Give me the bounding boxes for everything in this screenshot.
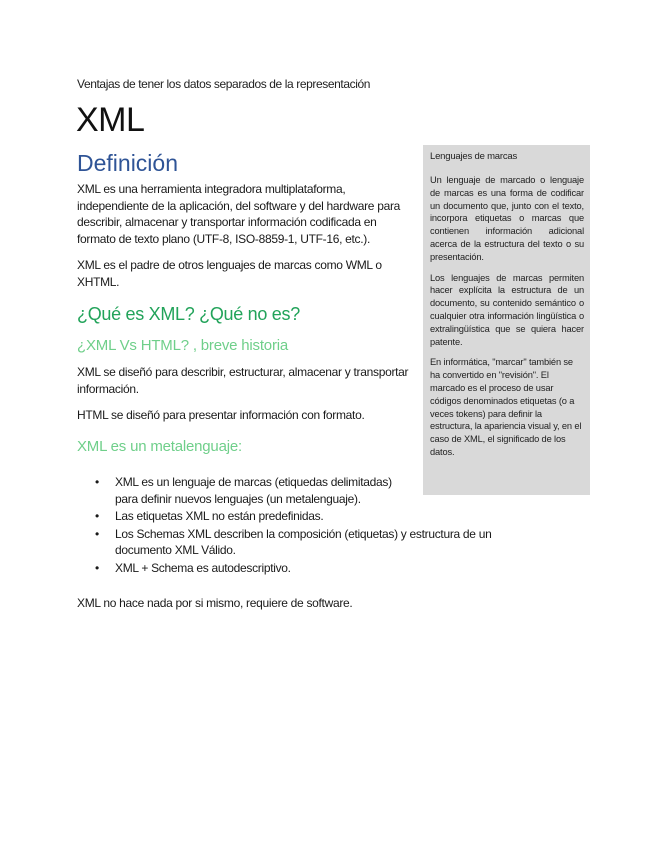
list-item xyxy=(77,560,537,577)
definicion-heading: Definición xyxy=(77,150,178,176)
sidebar-lenguajes-de-marcas xyxy=(423,145,590,495)
bullet-icon: • xyxy=(95,475,99,489)
document-title: XML xyxy=(76,101,145,139)
sidebar-paragraph-2: Los lenguajes de marcas permiten hacer explícita la estructura de un documento, su contenido semántico o cualquier otra información lingüística o extralingüística que se quiera hacer patente. xyxy=(430,272,584,347)
bullet-icon: • xyxy=(95,560,99,575)
que-es-heading: ¿Qué es XML? ¿Qué no es? xyxy=(77,304,300,324)
xml-purpose-paragraph: XML se diseñó para describir, estructurar, almacenar y transportar información. xyxy=(77,365,409,396)
main-content xyxy=(77,150,417,465)
list-item xyxy=(77,526,537,559)
definicion-paragraph-2: XML es el padre de otros lenguajes de marcas como WML o XHTML. xyxy=(77,258,382,289)
sidebar-paragraph-1: Un lenguaje de marcado o lenguaje de marcas es una forma de codificar un documento que, junto con el texto, incorpora etiquetas o marcas que contienen información adicional acerca de la estructura del texto o su presentación. xyxy=(430,175,584,262)
metalenguaje-heading: XML es un metalenguaje: xyxy=(77,437,242,455)
html-purpose-paragraph: HTML se diseñó para presentar información con formato. xyxy=(77,408,365,422)
list-item-text: Las etiquetas XML no están predefinidas. xyxy=(115,509,324,523)
list-item xyxy=(77,508,537,525)
sidebar-title: Lenguajes de marcas xyxy=(430,151,518,162)
bullet-icon: • xyxy=(95,526,99,541)
list-item-text: XML es un lenguaje de marcas (etiquedas delimitadas) para definir nuevos lenguajes (un metalenguaje). xyxy=(115,475,392,506)
list-item-text: XML + Schema es autodescriptivo. xyxy=(115,560,291,575)
bullet-icon: • xyxy=(95,509,99,523)
list-item-text: Los Schemas XML describen la composición (etiquetas) y estructura de un documento XML Válido. xyxy=(115,526,492,557)
document-subtitle: Ventajas de tener los datos separados de la representación xyxy=(77,77,371,91)
xml-vs-html-heading: ¿XML Vs HTML? , breve historia xyxy=(77,337,289,354)
closing-paragraph: XML no hace nada por si mismo, requiere de software. xyxy=(77,596,353,610)
sidebar-paragraph-3: En informática, "marcar" también se ha convertido en "revisión". El marcado es el proceso de usar códigos denominados etiquetas (o a veces tokens) para definir la estructura, la apariencia visual y, en el caso de XML, el significado de los datos. xyxy=(430,357,582,457)
definicion-paragraph-1: XML es una herramienta integradora multiplataforma, independiente de la aplicación, del software y del hardware para describir, almacenar y transportar información codificada en formato de texto plano (UTF-8, ISO-8859-1, UTF-16, etc.). xyxy=(77,182,401,246)
